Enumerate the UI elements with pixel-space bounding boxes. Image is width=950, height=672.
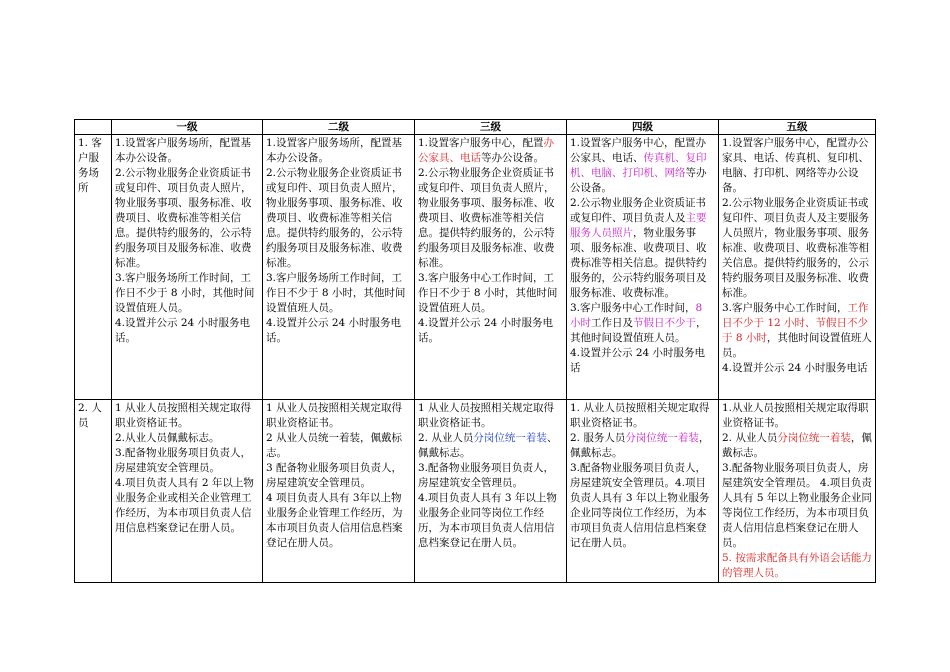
cell-paragraph [570,136,715,196]
header-row [75,120,876,135]
header-level-1: 一级 [112,120,263,135]
cell-text-run: 1.设置客户服务中心，配置办公家具、电话、传真机、复印机、电脑、打印机、网络等办公设备。 [722,137,869,194]
header-level-3: 三级 [415,120,567,135]
service-standards-table [74,119,876,583]
cell-text-run: ，佩戴标志。 [722,432,872,459]
table-row [75,400,876,583]
cell-text-run: ，其他时间设置值班人员。 [570,317,707,344]
cell-text-run: 等办公设备。 [481,152,544,164]
header-corner [75,120,112,135]
cell-text-run: 2.公示物业服务企业资质证书或复印件、项目负责人照片，物业服务事项、服务标准、收费项目、收费标准等相关信息。提供特约服务的，公示特约服务项目及服务标准、收费标准。 [266,167,403,269]
cell-paragraph [418,431,563,461]
table-cell [719,135,876,400]
cell-paragraph [115,401,259,431]
cell-text-run: 3.配备物业服务项目负责人，房屋建筑安全管理员。 4.项目负责人具有 5 年以上物业服务企业同等岗位工作经历，为本市项目负责人信用信息档案登记在册人员。 [722,462,872,549]
cell-text-run: 3.客户服务场所工作时间，工作日不少于 8 小时，其他时间设置值班人员。 [115,272,255,314]
cell-paragraph [418,316,563,346]
cell-paragraph [722,361,872,376]
cell-paragraph [722,196,872,301]
table-cell [263,400,415,583]
cell-text-run: 1 从业人员按照相关规定取得职业资格证书。 [266,402,403,429]
cell-text-run: 1 从业人员按照相关规定取得职业资格证书。 [418,402,555,429]
cell-text-run: ，其他时间设置值班人员。 [722,332,872,359]
cell-text-run: 1.设置客户服务场所，配置基本办公设备。 [266,137,403,164]
table-row [75,135,876,400]
cell-paragraph [115,316,259,346]
cell-text-run: 3.客户服务中心工作时间，工作日不少于 8 小时，其他时间设置值班人员。 [418,272,558,314]
table-cell [112,400,263,583]
cell-paragraph [722,431,872,461]
cell-text-run: 2.公示物业服务企业资质证书或复印件、项目负责人照片，物业服务事项、服务标准、收费项目、收费标准等相关信息。提供特约服务的，公示特约服务项目及服务标准、收费标准。 [418,167,555,269]
cell-paragraph [266,401,411,431]
cell-text-run: 工作日不少于 12 小时、节假日不少于 8 小时 [722,302,869,344]
cell-paragraph [266,136,411,166]
row-category: 1. 客户服务场所 [75,135,112,400]
cell-text-run: 4.设置并公示 24 小时服务电话。 [418,317,554,344]
table-cell [415,400,567,583]
cell-paragraph [570,431,715,461]
cell-text-run: 办公家具、电话 [418,137,555,164]
cell-text-run: 5. 按需求配备具有外语会话能力的管理人员。 [722,552,872,579]
cell-paragraph [266,166,411,271]
cell-paragraph [266,271,411,316]
cell-text-run: ，佩戴标志。 [570,432,710,459]
cell-paragraph [418,401,563,431]
cell-text-run: 1 从业人员按照相关规定取得职业资格证书。 [115,402,252,429]
cell-paragraph [115,166,259,271]
table-cell [567,135,719,400]
cell-text-run: 传真机、复印机、电脑、打印机、网络 [570,152,707,179]
header-level-5: 五级 [719,120,876,135]
cell-paragraph [115,136,259,166]
cell-text-run: 主要服务人员照片 [570,212,707,239]
cell-text-run: 4.设置并公示 24 小时服务电话。 [266,317,402,344]
cell-paragraph [115,431,259,446]
cell-paragraph [115,271,259,316]
cell-text-run: 分岗位统一着装 [473,432,547,444]
cell-text-run: 3.客户服务中心工作时间， [570,302,696,314]
cell-paragraph [570,401,715,431]
cell-paragraph [115,446,259,476]
cell-paragraph [570,461,715,551]
cell-text-run: 1. 从业人员按照相关规定取得职业资格证书。 [570,402,710,429]
cell-paragraph [266,461,411,491]
cell-paragraph [570,301,715,346]
cell-paragraph [266,316,411,346]
cell-text-run: 2. 从业人员 [722,432,778,444]
cell-paragraph [266,431,411,461]
cell-paragraph [722,401,872,431]
cell-text-run: 4 项目负责人具有 3年以上物业服务企业管理工作经历，为本市项目负责人信用信息档案登记在册人员。 [266,492,403,549]
cell-text-run: 1.设置客户服务中心，配置 [418,137,544,149]
cell-text-run: 2.公示物业服务企业资质证书或复印件、项目负责人照片，物业服务事项、服务标准、收费项目、收费标准等相关信息。提供特约服务的，公示特约服务项目及服务标准、收费标准。 [115,167,252,269]
cell-paragraph [722,136,872,196]
cell-text-run: 4.设置并公示 24 小时服务电话 [570,347,706,374]
cell-text-run: ，物业服务事项、服务标准、收费项目、收费标准等相关信息。提供特约服务的，公示特约服务项目及服务标准、收费标准。 [570,227,707,299]
cell-text-run: 1.设置客户服务场所，配置基本办公设备。 [115,137,252,164]
cell-text-run: 2.公示物业服务企业资质证书或复印件、项目负责人及 [570,197,707,224]
cell-text-run: 2.从业人员佩戴标志。 [115,432,220,444]
cell-text-run: 3.客户服务场所工作时间，工作日不少于 8 小时，其他时间设置值班人员。 [266,272,406,314]
header-level-2: 二级 [263,120,415,135]
cell-text-run: 3.配备物业服务项目负责人，房屋建筑安全管理员。 [418,462,555,489]
cell-text-run: 8 小时 [570,302,703,329]
table-cell [567,400,719,583]
header-level-4: 四级 [567,120,719,135]
cell-text-run: 等办公设备。 [570,167,707,194]
cell-text-run: 3.配备物业服务项目负责人，房屋建筑安全管理员。4.项目负责人具有 3 年以上物业服务企业同等岗位工作经历，为本市项目负责人信用信息档案登记在册人员。 [570,462,710,549]
table-cell [112,135,263,400]
cell-text-run: 3.配备物业服务项目负责人，房屋建筑安全管理员。 [115,447,252,474]
cell-text-run: 2.公示物业服务企业资质证书或复印件、项目负责人及主要服务人员照片，物业服务事项、服务标准、收费项目、收费标准等相关信息。提供特约服务的，公示特约服务项目及服务标准、收费标准。 [722,197,869,299]
cell-paragraph [722,551,872,581]
cell-paragraph [722,301,872,361]
cell-paragraph [570,196,715,301]
cell-paragraph [418,461,563,491]
cell-text-run: 3 配备物业服务项目负责人，房屋建筑安全管理员。 [266,462,403,489]
cell-text-run: 4.设置并公示 24 小时服务电话。 [115,317,251,344]
cell-text-run: 2. 服务人员 [570,432,626,444]
cell-text-run: 3.客户服务中心工作时间， [722,302,848,314]
cell-paragraph [418,136,563,166]
cell-text-run: 、佩戴标志。 [418,432,558,459]
cell-paragraph [418,491,563,551]
cell-text-run: 工作日及 [591,317,633,329]
cell-paragraph [266,491,411,551]
cell-paragraph [115,476,259,536]
cell-text-run: 2 从业人员统一着装，佩戴标志。 [266,432,403,459]
cell-paragraph [570,346,715,376]
cell-paragraph [418,271,563,316]
cell-text-run: 4.项目负责人具有 2 年以上物业服务企业或相关企业管理工作经历，为本市项目负责人信用信息档案登记在册人员。 [115,477,254,534]
table-cell [263,135,415,400]
cell-text-run: 1.从业人员按照相关规定取得职业资格证书。 [722,402,869,429]
cell-text-run: 4.项目负责人具有 3 年以上物业服务企业同等岗位工作经历，为本市项目负责人信用信息档案登记在册人员。 [418,492,557,549]
cell-text-run: 4.设置并公示 24 小时服务电话 [722,362,868,374]
row-category: 2. 人员 [75,400,112,583]
cell-text-run: 节假日不少于 [633,317,696,329]
table-cell [719,400,876,583]
cell-paragraph [418,166,563,271]
table-cell [415,135,567,400]
cell-text-run: 1.设置客户服务中心，配置办公家具、电话、 [570,137,707,164]
cell-text-run: 分岗位统一着装 [625,432,699,444]
cell-text-run: 分岗位统一着装 [777,432,851,444]
cell-text-run: 2. 从业人员 [418,432,474,444]
cell-paragraph [722,461,872,551]
